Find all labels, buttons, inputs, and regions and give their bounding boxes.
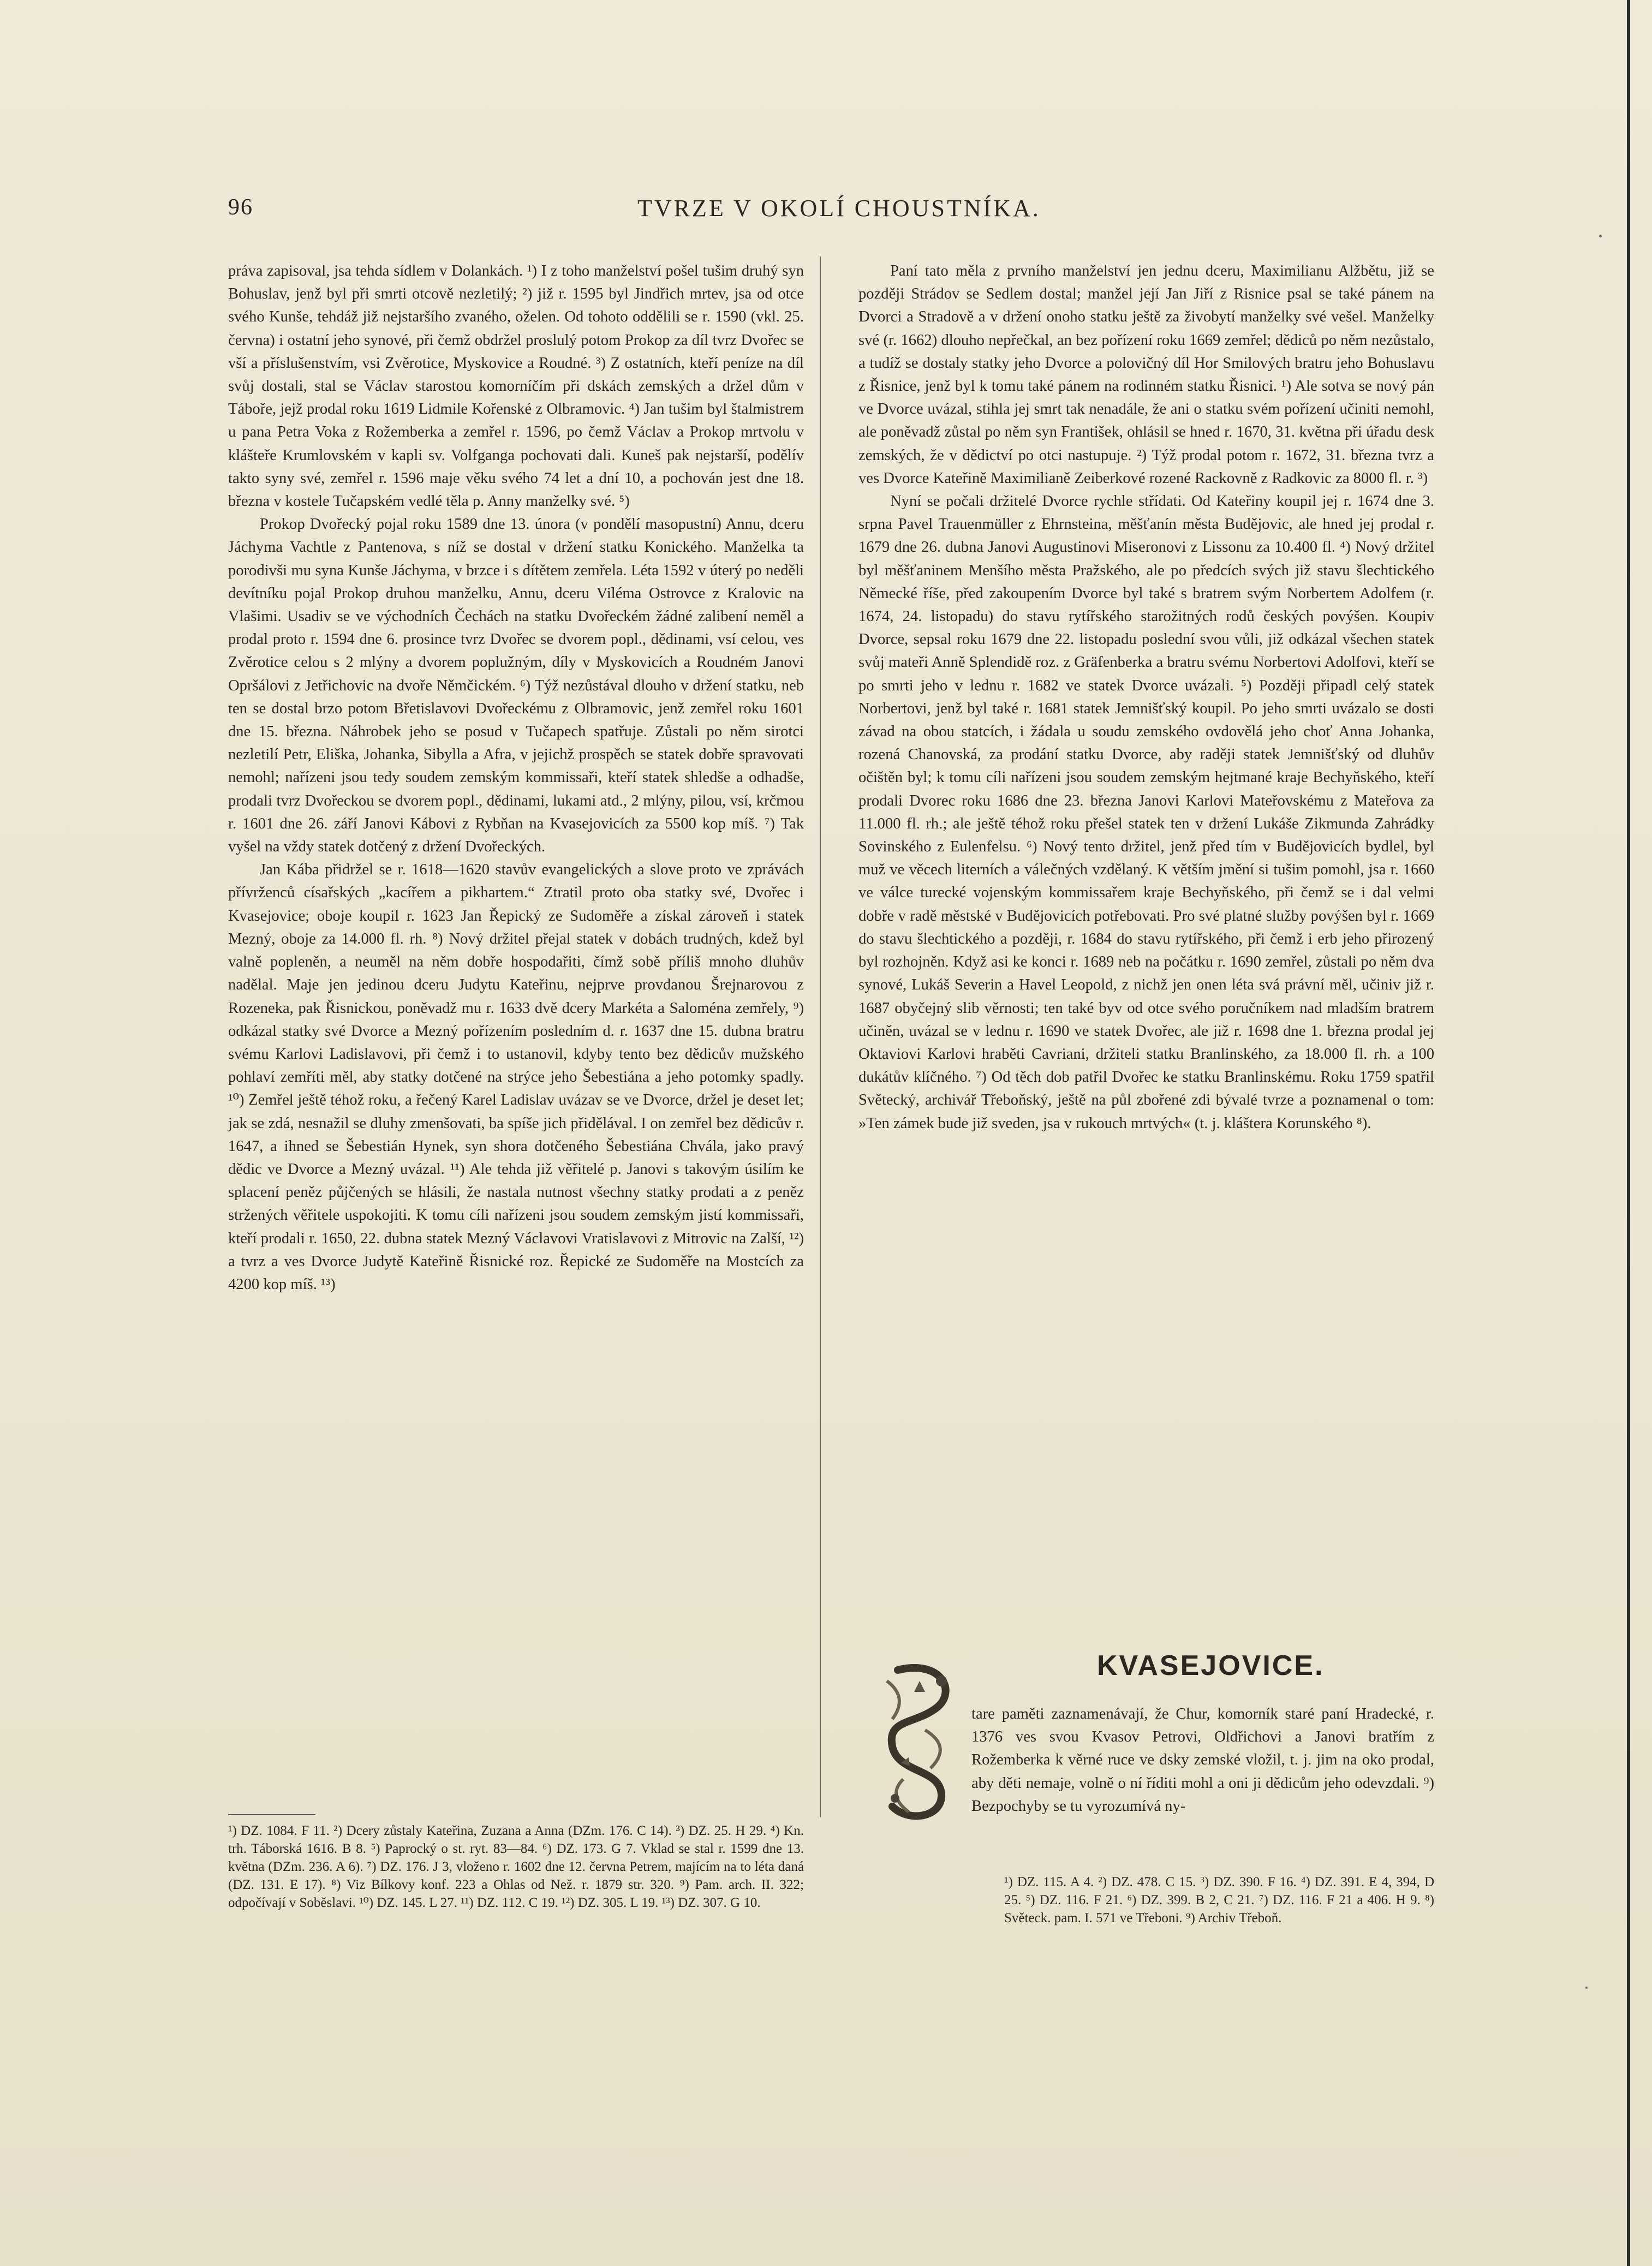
decorative-initial-s-icon xyxy=(876,1659,963,1823)
scan-edge xyxy=(1627,0,1630,2266)
right-column xyxy=(858,260,1434,1135)
section-title-kvasejovice: KVASEJOVICE. xyxy=(1097,1650,1325,1681)
left-paragraph-3: Jan Kába přidržel se r. 1618—1620 stavův evangelických a slove proto ve zprávách přívrženců císařských „kacířem a pikhartem.“ Ztratil proto oba statky své, Dvořec i Kvasejovice; oboje koupil r. 1623 Jan Řepický ze Sudoměře a získal zároveň i statek Mezný, oboje za 14.000 fl. rh. ⁸) Nový držitel přejal statek v dobách trudných, kdež byl valně popleněn, a neuměl na něm dobře hospodařiti, čímž sobě příliš mnoho dluhův nadělal. Maje jen jedinou dceru Judytu Kateřinu, nejprve provdanou Šrejnarovou z Rozeneka, pak Řisnickou, poněvadž mu r. 1633 dvě dcery Markéta a Saloména zemřely, ⁹) odkázal statky své Dvorce a Mezný pořízením posledním d. r. 1637 dne 15. dubna bratru svému Karlovi Ladislavovi, při čemž i to ustanovil, kdyby tento bez dědicův mužského pohlaví zemříti měl, aby statky dotčené na strýce jeho Šebestiána a jeho potomky spadly. ¹⁰) Zemřel ještě téhož roku, a řečený Karel Ladislav uvázav se ve Dvorce, držel je deset let; jak se zdá, nesnažil se dluhy zmenšovati, ba spíše jich přidělával. I on zemřel bez dědicův r. 1647, a ihned se Šebestián Hynek, syn shora dotčeného Šebestiána Chvála, jako pravý dědic ve Dvorce a Mezný uvázal. ¹¹) Ale tehda již věřitelé p. Janovi s takovým úsilím ke splacení peněz půjčených se hlásili, že nastala nutnost všechny statky prodati a z peněz stržených věřitele uspokojiti. K tomu cíli nařízeni jsou soudem zemským jistí kommissaři, kteří prodali r. 1650, 22. dubna statek Mezný Václavovi Vratislavovi z Mitrovic na Zalší, ¹²) a tvrz a ves Dvorce Judytě Kateřině Řisnické roz. Řepické ze Sudoměře na Mostcích za 4200 kop míš. ¹³) xyxy=(228,861,804,1293)
left-paragraph-1: práva zapisoval, jsa tehda sídlem v Dolankách. ¹) I z toho manželství pošel tušim druhý syn Bohuslav, jenž byl při smrti otcově nezletilý; ²) již r. 1595 byl Jindřich mrtev, jsa od otce svého Kunše, tehdáž již nejstaršího zvaného, oželen. Od tohoto oddělili se r. 1590 (vkl. 25. června) i ostatní jeho synové, při čemž obdržel proslulý potom Prokop za díl tvrz Dvořec se vší a příslušenstvím, vsi Zvěrotice, Myskovice a Roudné. ³) Z ostatních, kteří peníze na díl svůj dostali, stal se Václav starostou komorníčím při dskách zemských a držel dům v Táboře, jejž prodal roku 1619 Lidmile Kořenské z Olbramovic. ⁴) Jan tušim byl štalmistrem u pana Petra Voka z Rožemberka a zemřel r. 1596, po čemž Václav a Prokop mrtvolu v klášteře Krumlovském v kapli sv. Volfganga pochovati dali. Kuneš pak nejstarší, podělív takto syny své, zemřel r. 1596 maje věku svého 74 let a dní 10, a pochován jest dne 18. března v kostele Tučapském vedlé těla p. Anny manželky své. ⁵) xyxy=(228,263,804,510)
column-divider xyxy=(820,257,821,1817)
kvasejovice-text: tare paměti zaznamenávají, že Chur, komorník staré paní Hradecké, r. 1376 ves svou Kvasov Petrovi, Oldřichovi a Janovi bratřím z Rožemberka k věrné ruce ve dsky zemské vložil, t. j. jim na oko prodal, aby děti nemaje, volně o ní říditi mohl a oni ji dědicům jeho odevzdali. ⁹) Bezpochyby se tu vyrozumívá ny- xyxy=(971,1706,1434,1815)
page-number: 96 xyxy=(228,195,253,220)
right-footnotes: ¹) DZ. 115. A 4. ²) DZ. 478. C 15. ³) DZ. 390. F 16. ⁴) DZ. 391. E 4, 394, D 25. ⁵) DZ. 116. F 21. ⁶) DZ. 399. B 2, C 21. ⁷) DZ. 116. F 21 a 406. H 9. ⁸) Světeck. pam. I. 571 ve Třeboni. ⁹) Archiv Třeboň. xyxy=(1004,1875,1434,1925)
footnote-rule xyxy=(228,1814,315,1815)
scan-speck xyxy=(1599,235,1602,237)
right-paragraph-1: Paní tato měla z prvního manželství jen jednu dceru, Maximilianu Alžbětu, již se později Strádov se Sedlem dostal; manžel její Jan Jiří z Risnice psal se také pánem na Dvorci a Stradově a v držení onoho statku ještě za živobytí manželky své vešel. Manželky své (r. 1662) dlouho nepřečkal, an bez pořízení roku 1669 zemřel; dědiců po něm nezůstalo, a tudíž se dostaly statky jeho Dvorce a polovičný díl Hor Smilových bratru jeho Bohuslavu z Řisnice, jenž byl k tomu také pánem na rodinném statku Řisnici. ¹) Ale sotva se nový pán ve Dvorce uvázal, stihla jej smrt tak nenadále, že ani o statku svém pořízení učiniti nemohl, ale poněvadž zůstal po něm syn František, ohlásil se hned r. 1670, 31. května při úřadu desk zemských, že v dědictví po otci nastupuje. ²) Týž prodal potom r. 1672, 31. března tvrz a ves Dvorce Kateřině Maximilianě Zeiberkové rozené Rackovně z Radkovic za 8000 fl. r. ³) xyxy=(858,263,1434,487)
right-paragraph-2: Nyní se počali držitelé Dvorce rychle střídati. Od Kateřiny koupil jej r. 1674 dne 3. srpna Pavel Trauenmüller z Ehrnsteina, měšťanín města Budějovic, ale hned jej prodal r. 1679 dne 26. dubna Janovi Augustinovi Miseronovi z Lissonu za 10.400 fl. ⁴) Nový držitel byl měšťaninem Menšího města Pražského, ale po předcích svých již stavu šlechtického Německé říše, před zakoupením Dvorce byl také s bratrem svým Norbertem Adolfem (r. 1674, 24. listopadu) do stavu rytířského starožitných rodů českých povýšen. Koupiv Dvorce, sepsal roku 1679 dne 22. listopadu poslední svou vůli, již odkázal všechen statek svůj mateři Anně Splendidě roz. z Gräfenberka a bratru svému Norbertovi Adolfovi, kteří se po smrti jeho v lednu r. 1682 ve statek Dvorce uvázali. ⁵) Později připadl celý statek Norbertovi, jenž byl také r. 1681 statek Jemnišťský koupil. Po jeho smrti uvázalo se dosti závad na obou statcích, i žádala u soudu zemského ovdovělá jeho choť Anna Johanka, rozená Chanovská, za prodání statku Dvorce, aby raději statek Jemnišťský od dluhův očištěn byl; k tomu cíli nařízeni jsou soudem zemským hejtmané kraje Bechyňského, kteří prodali Dvorec roku 1686 dne 23. března Janovi Karlovi Mateřovskému z Mateřova za 11.000 fl. rh.; ale ještě téhož roku přešel statek ten v držení Lukáše Zikmunda Zahrádky Sovinského z Eulenfelsu. ⁶) Nový tento držitel, jenž před tím v Budějovicích bydlel, byl muž ve věcech literních a válečných vzdělaný. K větším jmění si tušim pomohl, jsa r. 1660 ve válce turecké vojenským kommissařem kraje Bechyňského, při čemž se i dal velmi dobře v radě městské v Budějovicích potřebovati. Pro své platné služby povýšen byl r. 1669 do stavu šlechtického a později, r. 1684 do stavu rytířského, při čemž i erb jeho přirozený byl rozhojněn. Když asi ke konci r. 1689 neb na počátku r. 1690 zemřel, zůstali po něm dva synové, Lukáš Severin a Havel Leopold, z nichž jen onen léta svá právní měl, učiniv již r. 1687 obyčejný slib věrnosti; ten také byv od otce svého poručníkem nad mladším bratrem učiněn, uvázal se v lednu r. 1690 ve statek Dvořec, ale již r. 1698 dne 1. března prodal jej Oktaviovi Karlovi hraběti Cavriani, držiteli statku Branlinského, za 18.000 fl. rh. a 100 dukátův klíčného. ⁷) Od těch dob patřil Dvořec ke statku Branlinskému. Roku 1759 spatřil Světecký, archivář Třeboňský, ještě na půl zbořené zdi bývalé tvrze a poznamenal o tom: »Ten zámek bude již sveden, jsa v rukouch mrtvých« (t. j. kláštera Korunského ⁸). xyxy=(858,493,1434,1132)
left-footnotes: ¹) DZ. 1084. F 11. ²) Dcery zůstaly Kateřina, Zuzana a Anna (DZm. 176. C 14). ³) DZ. 25. H 29. ⁴) Kn. trh. Táborská 1616. B 8. ⁵) Paprocký o st. ryt. 83—84. ⁶) DZ. 173. G 7. Vklad se stal r. 1599 dne 13. května (DZm. 236. A 6). ⁷) DZ. 176. J 3, vloženo r. 1602 dne 12. června Petrem, majícím na to léta daná (DZ. 131. E 17). ⁸) Viz Bílkovy konf. 223 a Ohlas od Než. r. 1879 str. 320. ⁹) Pam. arch. II. 322; odpočívají v Soběslavi. ¹⁰) DZ. 145. L 27. ¹¹) DZ. 112. C 19. ¹²) DZ. 305. L 19. ¹³) DZ. 307. G 10. xyxy=(228,1823,804,1910)
left-paragraph-2: Prokop Dvořecký pojal roku 1589 dne 13. února (v pondělí masopustní) Annu, dceru Jáchyma Vachtle z Pantenova, s níž se dostal v držení statku Konického. Manželka ta porodivši mu syna Kunše Jáchyma, v brzce i s dítětem zemřela. Léta 1592 v úterý po neděli devítníku pojal Prokop druhou manželku, Annu, dceru Viléma Ostrovce z Kralovic na Vlašimi. Usadiv se ve východních Čechách na statku Dvořeckém žádné zalibení neměl a prodal proto r. 1594 dne 6. prosince tvrz Dvořec se dvorem popl., dědinami, vsí celou, ves Zvěrotice celou s 2 mlýny a dvorem poplužným, díly v Myskovicích a Roudném Janovi Opršálovi z Jetřichovic na dvoře Němčickém. ⁶) Týž nezůstával dlouho v držení statku, neb ten se dostal brzo potom Břetislavovi Dvořeckému z Olbramovic, jenž zemřel roku 1601 dne 15. března. Náhrobek jeho se posud v Tučapech spatřuje. Zůstali po něm sirotci nezletilí Petr, Eliška, Johanka, Sibylla a Afra, v jejichž prospěch se statek dobře spravovati nemohl; nařízeni jsou tedy soudem zemským kommissaři, kteří statek shledše a odhadše, prodali tvrz Dvořeckou se dvorem popl., dědinami, lukami atd., 2 mlýny, pilou, vsí, krčmou r. 1601 dne 26. září Janovi Kábovi z Rybňan na Kvasejovicích za 5500 kop míš. ⁷) Tak vyšel na vždy statek dotčený z držení Dvořeckých. xyxy=(228,516,804,856)
page-header xyxy=(228,194,1320,232)
left-column xyxy=(228,260,804,1296)
scan-speck xyxy=(1585,1987,1588,1989)
running-title: TVRZE V OKOLÍ CHOUSTNÍKA. xyxy=(637,195,1041,222)
